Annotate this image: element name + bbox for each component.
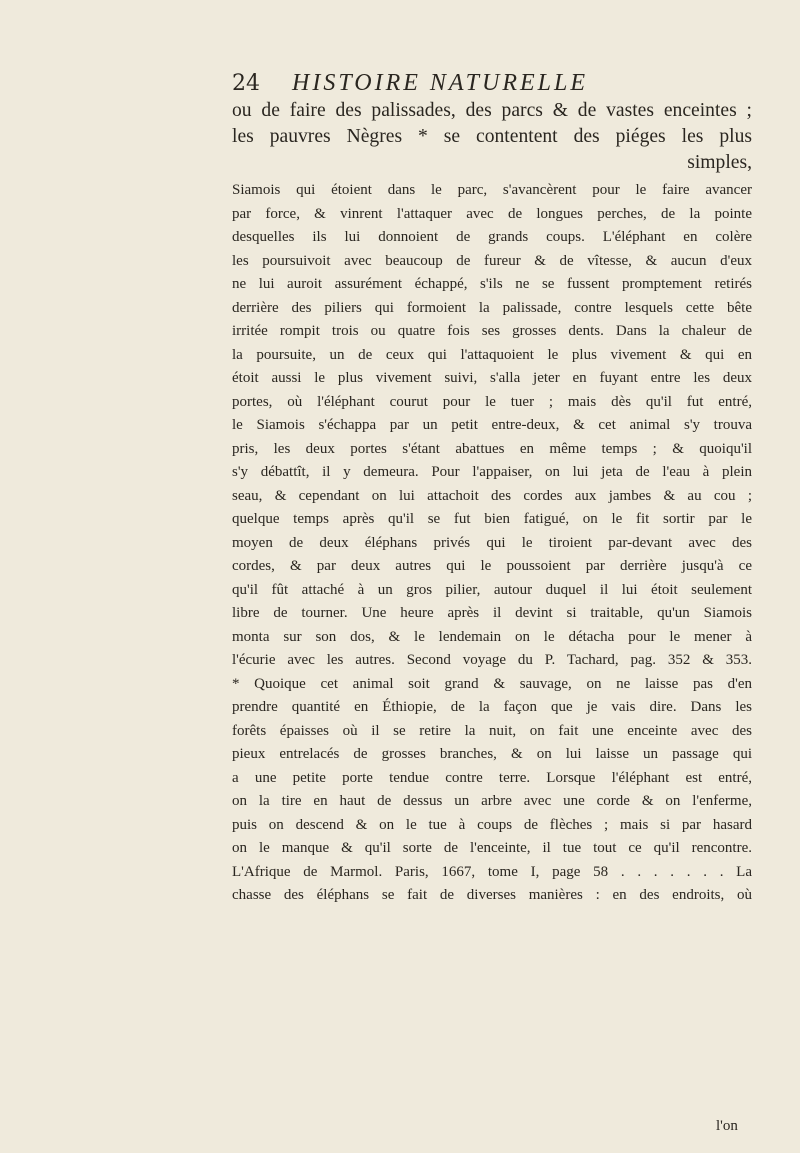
footnote-line: Siamois qui étoient dans le parc, s'avancèrent pour le faire avancer [232, 182, 752, 198]
footnote-line: prendre quantité en Éthiopie, de la façon que je vais dire. Dans les [232, 699, 752, 715]
text-line: simples, [687, 152, 752, 173]
footnote-line: on la tire en haut de dessus un arbre avec une corde & on l'enferme, [232, 793, 752, 809]
footnote-line: derrière des piliers qui formoient la palissade, contre lesquels cette bête [232, 299, 752, 316]
footnote-line: irritée rompit trois ou quatre fois ses grosses dents. Dans la chaleur de [232, 323, 752, 339]
footnote-line: pris, les deux portes s'étant abattues en même temps ; & quoiqu'il [232, 440, 752, 457]
footnote-line: monta sur son dos, & le lendemain on le détacha pour le mener à [232, 628, 752, 645]
footnote-line: libre de tourner. Une heure après il devint si traitable, qu'un Siamois [232, 605, 752, 621]
footnote-line: * Quoique cet animal soit grand & sauvage, on ne laisse pas d'en [232, 675, 752, 692]
footnote-line: le Siamois s'échappa par un petit entre-deux, & cet animal s'y trouva [232, 417, 752, 433]
page-number: 24 [232, 71, 260, 96]
footnote-line: desquelles ils lui donnoient de grands coups. L'éléphant en colère [232, 229, 752, 245]
footnote-line: chasse des éléphans se fait de diverses manières : en des endroits, où [232, 887, 752, 903]
text-line: ou de faire des palissades, des parcs & de vastes enceintes ; [232, 100, 752, 121]
footnote-block [232, 179, 752, 908]
page-header [232, 70, 752, 97]
footnote-line: on le manque & qu'il sorte de l'enceinte, il tue tout ce qu'il rencontre. [232, 840, 752, 856]
text-line: les pauvres Nègres * se contentent des piéges les plus [232, 126, 752, 147]
footnote-line: par force, & vinrent l'attaquer avec de longues perches, de la pointe [232, 205, 752, 222]
footnote-line: moyen de deux éléphans privés qui le tiroient par-devant avec des [232, 534, 752, 551]
footnote-line: l'écurie avec les autres. Second voyage du P. Tachard, pag. 352 & 353. [232, 652, 752, 668]
footnote-line: les poursuivoit avec beaucoup de fureur & de vîtesse, & aucun d'eux [232, 252, 752, 269]
main-text [232, 98, 752, 908]
footnote-line: pieux entrelacés de grosses branches, & on lui laisse un passage qui [232, 746, 752, 762]
footnote-line: cordes, & par deux autres qui le poussoient par derrière jusqu'à ce [232, 558, 752, 574]
catchword: l'on [716, 1118, 738, 1134]
footnote-line: quelque temps après qu'il se fut bien fatigué, on le fit sortir par le [232, 511, 752, 527]
footnote-line: la poursuite, un de ceux qui l'attaquoient le plus vivement & qui en [232, 346, 752, 363]
footnote-line: ne lui auroit assurément échappé, s'ils ne se fussent promptement retirés [232, 276, 752, 292]
footnote-line: L'Afrique de Marmol. Paris, 1667, tome I, page 58 . . . . . . . La [232, 863, 752, 880]
footnote-line: qu'il fût attaché à un gros pilier, autour duquel il lui étoit seulement [232, 581, 752, 598]
footnote-line: portes, où l'éléphant courut pour le tuer ; mais dès qu'il fut entré, [232, 393, 752, 410]
footnote-line: puis on descend & on le tue à coups de flèches ; mais si par hasard [232, 816, 752, 833]
footnote-line: a une petite porte tendue contre terre. Lorsque l'éléphant est entré, [232, 769, 752, 786]
footnote-line: forêts épaisses où il se retire la nuit, on fait une enceinte avec des [232, 722, 752, 739]
running-title: HISTOIRE NATURELLE [292, 70, 589, 96]
footnote-line: seau, & cependant on lui attachoit des cordes aux jambes & au cou ; [232, 487, 752, 504]
main-paragraph [232, 98, 752, 176]
footnote-line: s'y débattît, il y demeura. Pour l'appaiser, on lui jeta de l'eau à plein [232, 464, 752, 480]
footnote-line: étoit aussi le plus vivement suivi, s'alla jeter en fuyant entre les deux [232, 370, 752, 386]
